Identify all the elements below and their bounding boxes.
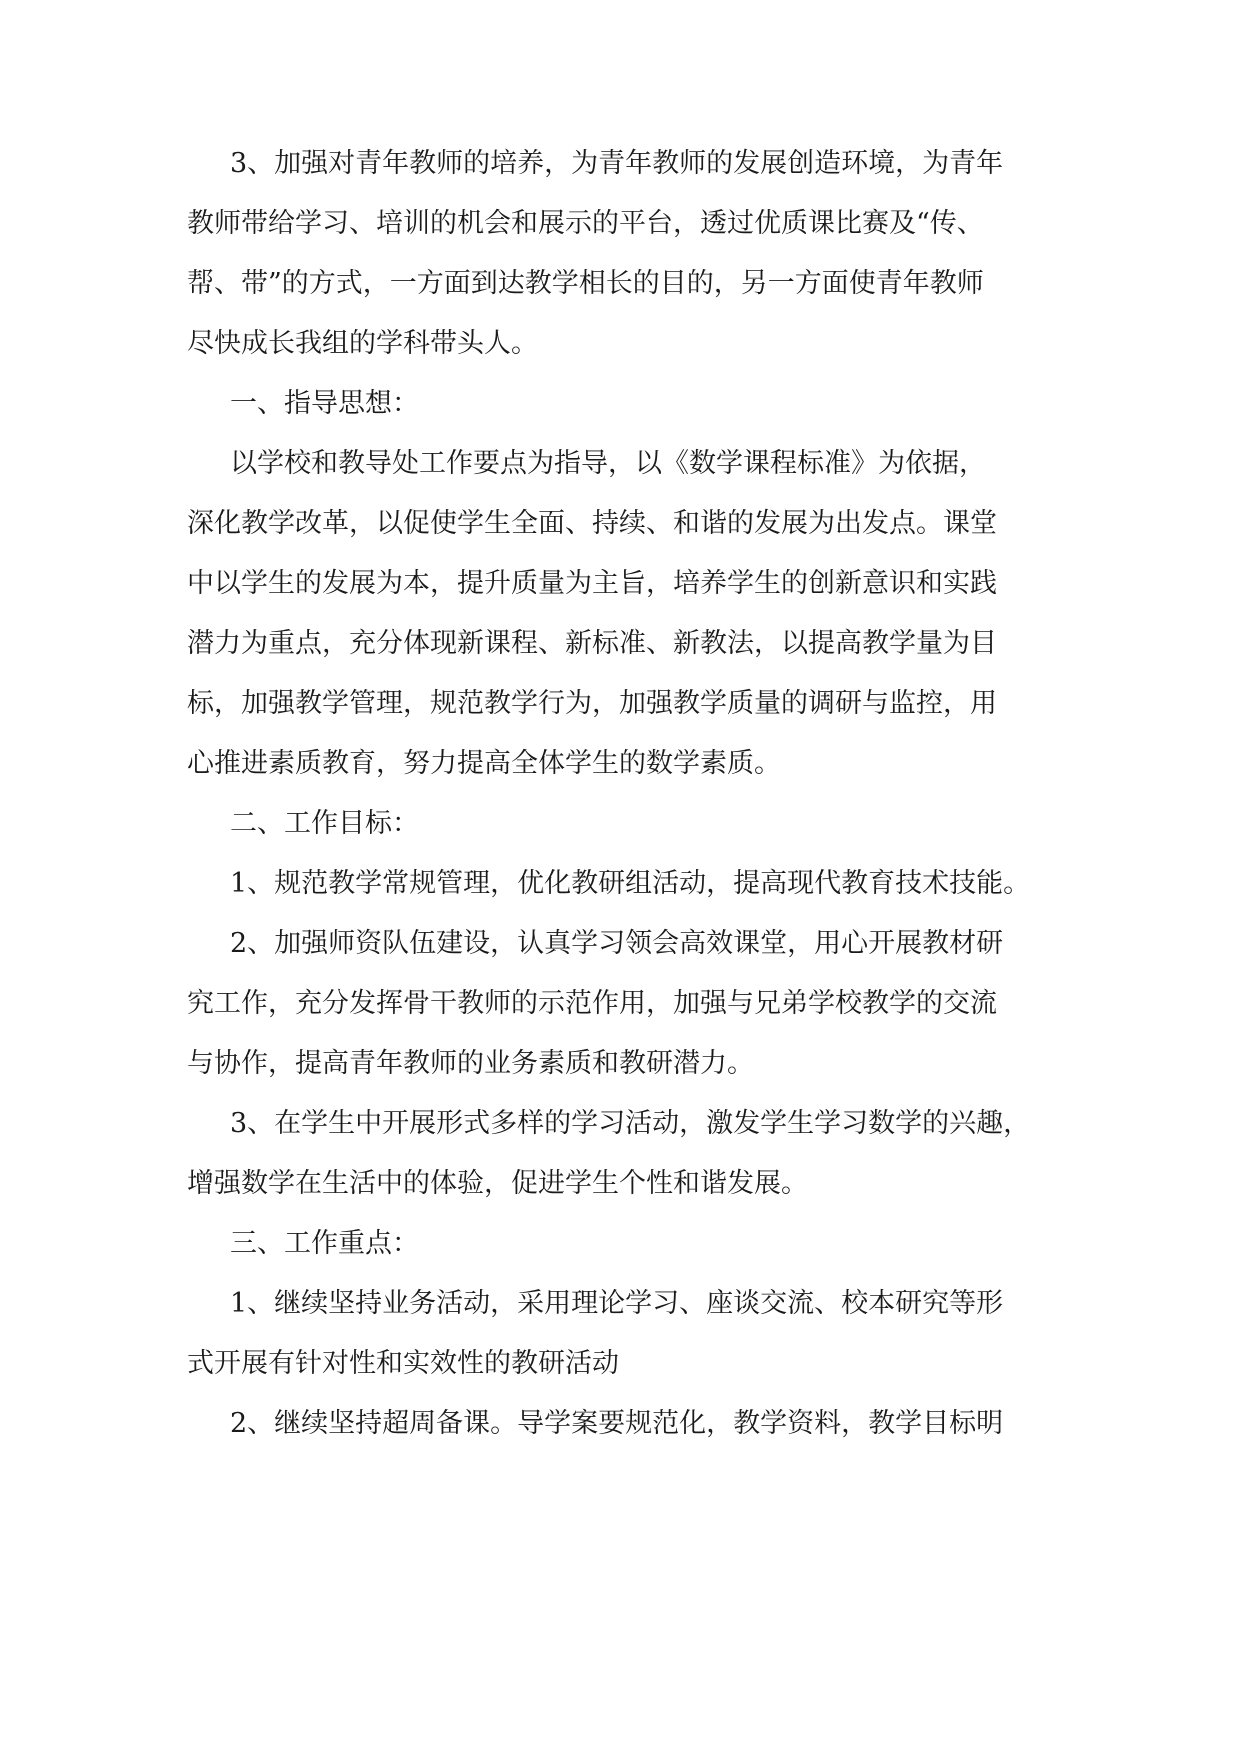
paragraph-line [0,504,1241,544]
paragraph-line [0,1044,1241,1084]
paragraph-line [0,444,1241,484]
paragraph-line [0,324,1241,364]
line-text: 中以学生的发展为本，提升质量为主旨，培养学生的创新意识和实践 [187,568,997,599]
paragraph-line [0,204,1241,244]
paragraph-line [0,744,1241,784]
heading-text: 一、指导思想： [230,388,419,419]
paragraph-line [0,264,1241,304]
line-text: 心推进素质教育，努力提高全体学生的数学素质。 [187,748,781,779]
section-heading [0,1224,1241,1264]
line-text: 帮、带”的方式，一方面到达教学相长的目的，另一方面使青年教师 [187,268,984,299]
paragraph-line [0,1404,1241,1444]
section-heading [0,804,1241,844]
paragraph-line [0,924,1241,964]
line-text: 2、加强师资队伍建设，认真学习领会高效课堂，用心开展教材研 [230,928,1004,959]
line-text: 2、继续坚持超周备课。导学案要规范化，教学资料，教学目标明 [230,1408,1004,1439]
line-text: 式开展有针对性和实效性的教研活动 [187,1348,619,1379]
heading-text: 三、工作重点： [230,1228,419,1259]
line-text: 3、加强对青年教师的培养，为青年教师的发展创造环境，为青年 [230,148,1004,179]
paragraph-line [0,1344,1241,1384]
line-text: 教师带给学习、培训的机会和展示的平台，透过优质课比赛及“传、 [187,208,984,239]
paragraph-line [0,1104,1241,1144]
line-text: 以学校和教导处工作要点为指导，以《数学课程标准》为依据， [230,448,986,479]
paragraph-line [0,684,1241,724]
line-text: 增强数学在生活中的体验，促进学生个性和谐发展。 [187,1168,808,1199]
paragraph-line [0,1284,1241,1324]
line-text: 尽快成长我组的学科带头人。 [187,328,538,359]
paragraph-line [0,144,1241,184]
line-text: 标，加强教学管理，规范教学行为，加强教学质量的调研与监控，用 [187,688,997,719]
line-text: 潜力为重点，充分体现新课程、新标准、新教法，以提高教学量为目 [187,628,997,659]
line-text: 3、在学生中开展形式多样的学习活动，激发学生学习数学的兴趣， [230,1108,1031,1139]
line-text: 1、规范教学常规管理，优化教研组活动，提高现代教育技术技能。 [230,868,1031,899]
line-text: 与协作，提高青年教师的业务素质和教研潜力。 [187,1048,754,1079]
heading-text: 二、工作目标： [230,808,419,839]
paragraph-line [0,624,1241,664]
line-text: 1、继续坚持业务活动，采用理论学习、座谈交流、校本研究等形 [230,1288,1004,1319]
line-text: 深化教学改革，以促使学生全面、持续、和谐的发展为出发点。课堂 [187,508,997,539]
paragraph-line [0,1164,1241,1204]
section-heading [0,384,1241,424]
line-text: 究工作，充分发挥骨干教师的示范作用，加强与兄弟学校教学的交流 [187,988,997,1019]
paragraph-line [0,564,1241,604]
paragraph-line [0,984,1241,1024]
paragraph-line [0,864,1241,904]
